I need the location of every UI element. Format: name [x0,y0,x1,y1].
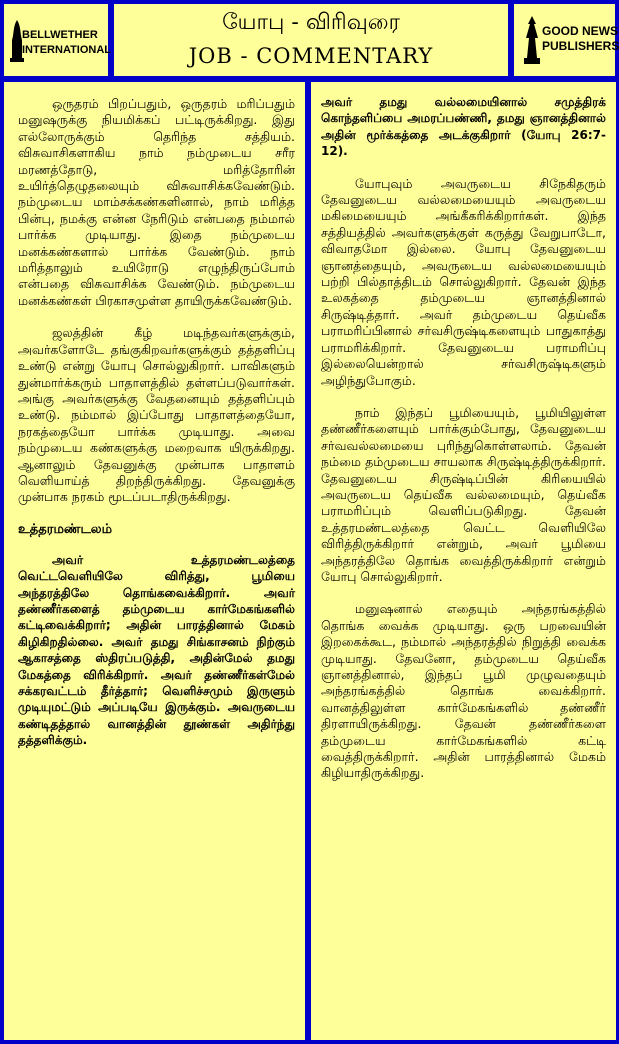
right-paragraph-3: மனுஷனால் எதையும் அந்தரங்கத்தில் தொங்க வைக்க முடியாது. ஒரு பறவையின் இறகைக்கூட, நம்மால் அந்தரத்தில் நிறுத்தி வைக்க முடியாது. தேவனோ, தம்முடைய தெய்வீக ஞானத்தினால், இந்தப் பூமி முழுவதையும் அந்தரங்கத்தில் தொங்க வைக்கிறார். வானத்திலுள்ள கார்மேகங்களில் தண்ணீர் திரளாயிருக்கிறது. தேவன் தண்ணீர்களை தம்முடைய கார்மேகங்களில் கட்டி வைத்திருக்கிறார். அதின் பாரத்தினால் மேகம் கிழியாதிருக்கிறது. [321,601,606,781]
bellwether-logo [2,2,110,78]
left-column [4,82,305,1040]
title-box [112,2,510,78]
good-news-logo [512,2,617,78]
right-paragraph-1: யோபுவும் அவருடைய சிநேகிதரும் தேவனுடைய வல்லமையையும் அவருடைய மகிமையையும் அங்கீகரிக்கிறார்கள். இந்த சத்தியத்தில் அவர்களுக்குள் கருத்து வேறுபாடோ, விவாதமோ இல்லை. யோபு தேவனுடைய ஞானத்தையும், அவருடைய வல்லமையையும் பற்றி பில்தாத்திடம் சொல்லுகிறார். தேவன் இந்த உலகத்தை தம்முடைய ஞானத்தினால் சிருஷ்டித்தார். அவர் தம்முடைய தெய்வீக பராமரிப்பினால் சர்வசிருஷ்டிகளையும் பாதுகாத்து பராமரிக்கிறார். தேவனுடைய பராமரிப்பு இல்லையென்றால் சர்வசிருஷ்டிகளும் அழிந்துபோகும். [321,175,606,388]
right-column [311,82,616,1040]
left-paragraph-1: ஒருதரம் பிறப்பதும், ஒருதரம் மரிப்பதும் மனுஷருக்கு நியமிக்கப் பட்டிருக்கிறது. இது எல்லோருக்கும் தெரிந்த சத்தியம். விசுவாசிகளாகிய நாம் நம்முடைய சரீர மரணத்தோடு, மரித்தோரின் உயிர்த்தெழுதலையும் விசுவாசிக்கவேண்டும். நம்முடைய மாம்சக்கண்களினால், நாம் மரித்த பின்பு, நமக்கு என்ன நேரிடும் என்பதை நம்மால் பார்க்க முடியாது. இதை நம்முடைய மனக்கண்களால் பார்க்க வேண்டும். நாம் மரித்தாலும் உயிரோடு எழுந்திருப்போம் என்பதை விசுவாசிக்க வேண்டும். நம்முடைய மனக்கண்கள் பிரகாசமுள்ள தாயிருக்கவேண்டும். [18,96,295,308]
left-scripture-quote: அவர் உத்தரமண்டலத்தை வெட்டவெளியிலே விரித்து, பூமியை அந்தரத்திலே தொங்கவைக்கிறார். அவர் தண்ணீர்களைத் தம்முடைய கார்மேகங்களில் கட்டிவைக்கிறார்; அதின் பாரத்தினால் மேகம் கிழிகிறதில்லை. அவர் தமது சிங்காசனம் நிற்கும் ஆகாசத்தை ஸ்திரப்படுத்தி, அதின்மேல் தமது மேகத்தை விரிக்கிறார். அவர் தண்ணீர்கள்மேல் சக்கரவட்டம் தீர்த்தார்; வெளிச்சமும் இருளும் முடியுமட்டும் அப்படியே இருக்கும். அவருடைய கண்டிதத்தால் வானத்தின் தூண்கள் அதிர்ந்து தத்தளிக்கும். [18,552,295,748]
bellwether-logo-text: BELLWETHER INTERNATIONAL [22,29,112,56]
right-paragraph-2: நாம் இந்தப் பூமியையும், பூமியிலுள்ள தண்ணீர்களையும் பார்க்கும்போது, தேவனுடைய சர்வவல்லமையை புரிந்துகொள்ளலாம். தேவன் நம்மை தம்முடைய சாயலாக சிருஷ்டித்திருக்கிறார். தேவனுடைய சிருஷ்டிப்பின் கிரியையில் அவருடைய தெய்வீக வல்லமையும், தெய்வீக பராமரிப்பும் வெளிப்படுகிறது. தேவன் உத்தரமண்டலத்தை வெட்ட வெளியிலே விரித்திருக்கிறார் என்றும், அவர் பூமியை அந்தரத்திலே தொங்க வைத்திருக்கிறார் என்றும் யோபு சொல்லுகிறார். [321,404,606,584]
section-heading: உத்தரமண்டலம் [18,521,113,537]
good-news-logo-text: GOOD NEWS PUBLISHERS [542,24,619,53]
left-paragraph-2: ஜலத்தின் கீழ் மடிந்தவர்களுக்கும், அவர்களோடே தங்குகிறவர்களுக்கும் தத்தளிப்பு உண்டு என்று யோபு சொல்லுகிறார். பாவிகளும் துன்மார்க்கரும் பாதாளத்தில் தள்ளப்படுவார்கள். அங்கு அவர்களுக்கு வேதனையும் தத்தளிப்பும் உண்டு. நம்மால் இப்போது பாதாளத்தையோ, நரகத்தையோ பார்க்க முடியாது. அவை நம்முடைய கண்களுக்கு மறைவாக யிருக்கிறது. ஆனாலும் தேவனுக்கு முன்பாக பாதாளம் வெளியாய்த் திறந்திருக்கிறது. தேவனுக்கு முன்பாக நரகம் மூடப்படாதிருக்கிறது. [18,325,295,505]
title-english: JOB - COMMENTARY [188,44,434,68]
right-scripture-quote: அவர் தமது வல்லமையினால் சமுத்திரக் கொந்தளிப்பை அமரப்பண்ணி, தமது ஞானத்தினால் அதின் மூர்க்கத்தை அடக்குகிறார் (யோபு 26:7-12). [321,95,606,159]
good-news-figure-icon [522,14,542,66]
page-header [2,2,617,78]
title-tamil: யோபு - விரிவுரை [222,10,400,35]
